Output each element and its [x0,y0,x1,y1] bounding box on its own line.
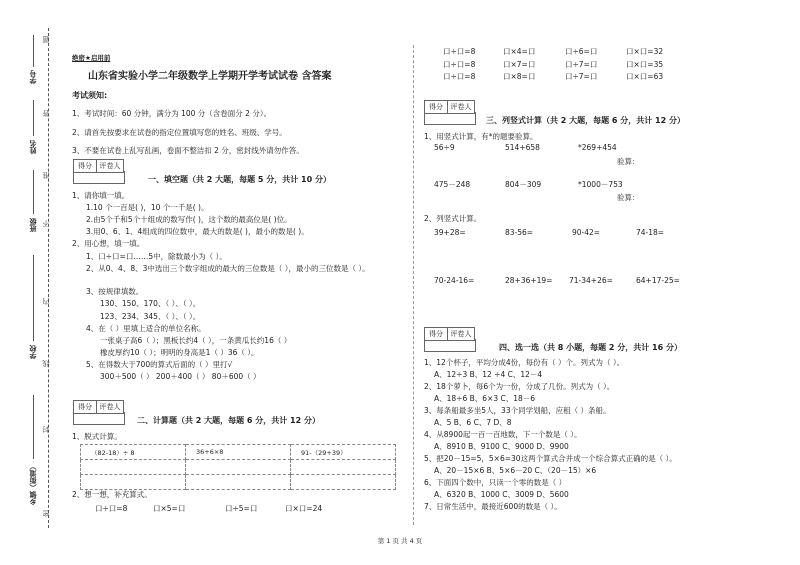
s1-line: 2、从0、4、8、3中选出三个数字组成的最大的三位数是（ ），最小的三位数是（ ）。 [86,264,370,273]
page-footer: 第 1 页 共 4 页 [377,537,423,545]
score-entry[interactable] [424,112,476,125]
fill-expr: 口×4=口 [503,47,536,56]
s3-expr: 64+17-25= [636,276,680,285]
grader-label: 评卷人 [99,162,121,170]
seal-mark: 不 [42,220,50,227]
s1-line: 1、请你填一填。 [72,191,130,200]
table-cell: 36+6×8 [186,445,291,460]
s3-q1: 1、用竖式计算，有*的题要验算。 [424,132,538,141]
notice-heading: 考试须知: [72,91,108,100]
fill-expr: 口÷口=8 [443,60,476,69]
s3-expr: 83-56= [505,228,534,237]
s1-line: 123、234、345、（ ）、（ ）。 [100,312,201,321]
score-label: 得分 [425,328,448,340]
township-blank [33,395,34,459]
check-label: 验算： [617,157,640,166]
table-cell[interactable] [291,460,396,475]
seal-mark: 密 [42,510,50,517]
s3-expr: 28+36+19= [505,276,553,285]
table-row [81,445,396,460]
s4-line: 2、18个萝卜，每6个为一份，分成了几份。列式为（ ）。 [424,382,615,391]
score-label: 得分 [74,160,97,172]
s4-options: A、5 B、6 C、7 D、8 [434,418,512,427]
notice-item: 1、考试时间：60 分钟，满分为 100 分（含卷面分 2 分）。 [72,109,272,118]
notice-item: 3、不要在试卷上乱写乱画，卷面不整洁扣 2 分，密封线外请勿作答。 [72,146,304,155]
fill-expr: 口×5=口 [153,504,186,513]
s3-expr: 514+658 [505,143,540,152]
fill-expr: 口÷7=口 [565,60,598,69]
table-cell[interactable] [186,460,291,475]
student-id-label: 学号 [29,70,37,84]
s3-q2: 2、列竖式计算。 [424,214,482,223]
s4-options: A、8910 B、9100 C、9000 D、9900 [434,442,569,451]
fill-expr: 口÷口=8 [443,47,476,56]
page-title: 山东省实验小学二年级数学上学期开学考试试卷 含答案 [88,71,332,82]
name-label: 姓名 [29,140,37,154]
table-row [81,460,396,475]
fill-expr: 口×口=63 [626,72,664,81]
seal-mark: 封 [42,426,50,433]
seal-mark: 答 [42,110,50,117]
s4-line: 5、把20－15=5，5×6=30这两个算式合并成一个综合算式正确的是（ ）。 [424,454,677,463]
s4-line: 4、从8900起一百一百地数，下一个数是（ ）。 [424,430,582,439]
score-entry[interactable] [73,171,125,184]
table-cell: （82-18）÷ 8 [81,445,186,460]
fill-expr: 口÷7=口 [565,72,598,81]
school-label: 学校 [29,345,37,359]
s1-line: 2.由5个千和5个十组成的数写作( )，这个数的最高位是( )位。 [86,215,292,224]
seal-mark: 准 [42,172,50,179]
class-label: 班级 [29,218,37,232]
section1-title: 一、填空题（共 2 大题，每题 5 分，共计 10 分） [148,175,331,184]
s4-line: 1、12个杯子，平均分成4份，每份有（ ）个。列式为（ ）。 [424,358,625,367]
section4-title: 四、选一选（共 8 小题，每题 2 分，共计 16 分） [499,343,682,352]
s4-line: 6、下面四个数中，只读一个零的数是（ ） [424,478,567,487]
table-cell[interactable] [81,460,186,475]
s3-expr: 39+28= [434,228,466,237]
s3-expr: 74-18= [636,228,665,237]
s3-expr: 475－248 [434,180,471,189]
section2-title: 二、计算题（共 2 大题，每题 6 分，共计 12 分） [137,416,320,425]
fill-expr: 口×口=35 [626,60,664,69]
township-label: 乡镇（街道） [29,463,37,505]
name-blank [33,100,34,136]
seal-line [48,28,49,528]
s4-line: 3、每条船最多坐5人，33个同学划船，应租（ ）条船。 [424,406,611,415]
grader-label: 评卷人 [450,330,472,338]
s4-line: 7、日常生活中，最接近600的数是（ ）。 [424,502,562,511]
s4-options: A、18÷6 B、6×3 C、18－6 [434,394,536,403]
grader-label: 评卷人 [99,403,121,411]
secret-mark: 绝密★启用前 [72,54,111,62]
fill-expr: 口÷6=口 [565,47,598,56]
score-label: 得分 [425,101,448,113]
s4-options: A、20－15×6 B、5×6－20 C、（20－15）×6 [434,466,597,475]
table-cell: 91-（29+39） [291,445,396,460]
s4-options: A、12÷3 B、12 ÷4 C、12－4 [434,370,543,379]
s1-line: 300＋500（ ） 200＋400（ ） 80＋600（ ） [100,372,261,381]
fill-expr: 口×8=口 [503,72,536,81]
table-row [81,475,396,490]
table-cell[interactable] [81,475,186,490]
grader-label: 评卷人 [450,103,472,111]
binding-margin [0,0,62,565]
table-cell[interactable] [186,475,291,490]
s2-q2: 2、想一想，补充算式。 [72,490,152,499]
s1-line: 2、用心想，填一填。 [72,239,145,248]
class-blank [33,170,34,214]
s4-options: A、6320 B、1000 C、3009 D、5600 [434,490,569,499]
section3-title: 三、列竖式计算（共 2 大题，每题 6 分，共计 12 分） [486,116,685,125]
fill-expr: 口×口=24 [285,504,323,513]
s3-expr: *1000－753 [578,180,623,189]
s1-line: 1.10 个一百是( )，10 个一千是( )。 [86,203,209,212]
check-label: 验算： [617,193,640,202]
school-blank [33,255,34,341]
s1-line: 一张桌子高6（ ）；黑板长约4（ ），一条黄瓜长约16（ ） [100,336,292,345]
seal-mark: 线 [42,360,50,367]
score-entry[interactable] [73,412,125,425]
s1-line: 130、150、170、（ ）、（ ）。 [100,299,201,308]
s3-expr: 804－309 [505,180,542,189]
s1-line: 橡皮厚约10（ ）；明明的身高是1（ ）36（ ）。 [100,348,259,357]
seal-mark: 内 [42,298,50,305]
s1-line: 3.用0、6、1、4组成的四位数中，最大的数是( )，最小的数是( )。 [86,227,309,236]
s1-line: 1、口÷口=口……5中，除数最小为（ ）。 [86,252,227,261]
calc-table [80,444,396,490]
score-label: 得分 [74,401,97,413]
fill-expr: 口÷5=口 [225,504,258,513]
s3-expr: 90-42= [572,228,601,237]
s1-line: 4、在（ ）里填上适合的单位名称。 [86,324,206,333]
student-id-blank [33,35,34,67]
fill-expr: 口÷口=8 [95,504,128,513]
s1-line: 3、按规律填数。 [86,287,144,296]
seal-mark: 题 [42,36,50,43]
s3-expr: 56÷9 [434,143,455,152]
s3-expr: 70-24-16= [434,276,475,285]
table-cell[interactable] [291,475,396,490]
s3-expr: *269+454 [578,143,617,152]
s1-line: 5、在得数大于700的算式后面的（ ）里打√ [86,360,233,369]
fill-expr: 口×口=32 [626,47,664,56]
notice-item: 2、请首先按要求在试卷的指定位置填写您的姓名、班级、学号。 [72,128,287,137]
fill-expr: 口÷口=8 [443,72,476,81]
fill-expr: 口×7=口 [503,60,536,69]
column-divider [413,45,414,525]
score-entry[interactable] [424,339,476,352]
s2-q1: 1、脱式计算。 [72,432,122,441]
s3-expr: 71-34+26= [569,276,613,285]
